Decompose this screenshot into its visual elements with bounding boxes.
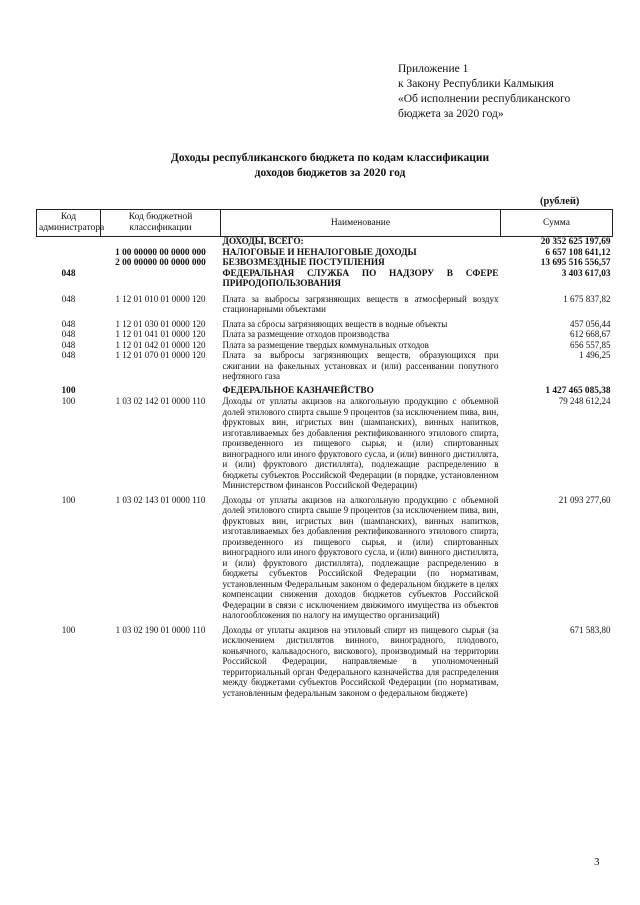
cell-name: Плата за выбросы загрязняющих веществ, образующихся при сжигании на факельных установках и (или) рассеивании попутного нефтяного газа [222, 350, 499, 381]
cell-sum: 671 583,80 [570, 624, 611, 635]
cell-code: 1 00 00000 00 0000 000 [115, 247, 206, 258]
table-header-row [37, 210, 613, 237]
cell-code: 1 12 01 070 01 0000 120 [115, 350, 206, 360]
unit-label: (рублей) [540, 196, 580, 207]
cell-name: Плата за размещение отходов производства [222, 329, 390, 339]
appendix-line: к Закону Республики Калмыкия [398, 78, 554, 90]
cell-admin [37, 248, 101, 259]
cell-sum: 21 093 277,60 [558, 494, 611, 505]
cell-name: Доходы от уплаты акцизов на алкогольную продукцию с объемной долей этилового спирта свыше 9 процентов (за исключением пива, вин, фруктовых вин, игристых вин (шампанских), винных напитков, изготавливаемых без добавления ректификованного этилового спирта, произведенного из пищевого сырья, и (или) спиртованных виноградного или иного фруктового сусла, и (или) винного дистиллята, и (или) фруктового дистиллята), подлежащие распределению в бюджеты субъектов Российской Федерации (по нормативам, установленным Федеральным законом о федеральном бюджете в целях компенсации снижения доходов бюджетов субъектов Российской Федерации в связи с исключением движимого имущества из объектов налогообложения по налогу на имущество организаций) [222, 494, 499, 620]
cell-code: 1 12 01 010 01 0000 120 [115, 293, 206, 304]
cell-code: 2 00 00000 00 0000 000 [115, 258, 206, 268]
cell-admin: 048 [61, 350, 76, 360]
table-row [37, 386, 613, 397]
table-row [37, 294, 613, 319]
cell-sum: 612 668,67 [570, 329, 611, 339]
cell-code: 1 12 01 042 01 0000 120 [115, 339, 206, 350]
table-row [37, 258, 613, 269]
table-row [37, 329, 613, 340]
header-admin: Код администратора [37, 210, 101, 237]
cell-code: 1 03 02 142 01 0000 110 [115, 396, 206, 406]
cell-sum: 457 056,44 [570, 318, 611, 329]
cell-code: 1 12 01 041 01 0000 120 [115, 329, 206, 339]
appendix-line: Приложение 1 [398, 63, 469, 75]
cell-admin: 048 [61, 339, 76, 350]
cell-code [101, 237, 221, 248]
cell-code: 1 03 02 143 01 0000 110 [115, 494, 206, 505]
table-row [37, 495, 613, 625]
cell-admin: 048 [61, 318, 76, 329]
table-row [37, 248, 613, 259]
table-row [37, 350, 613, 386]
table-row [37, 269, 613, 294]
cell-admin: 100 [61, 494, 76, 505]
cell-admin [37, 258, 101, 269]
cell-admin: 048 [61, 268, 76, 279]
document-title [120, 151, 540, 181]
cell-name: ФЕДЕРАЛЬНОЕ КАЗНАЧЕЙСТВО [222, 385, 374, 396]
cell-sum: 3 403 617,03 [561, 268, 611, 279]
table-row [37, 237, 613, 248]
cell-admin: 048 [61, 329, 76, 339]
cell-name: БЕЗВОЗМЕЗДНЫЕ ПОСТУПЛЕНИЯ [222, 258, 385, 268]
cell-sum: 1 675 837,82 [563, 293, 611, 304]
cell-code [101, 269, 221, 294]
cell-sum: 13 695 516 556,57 [540, 258, 611, 268]
revenue-table [36, 209, 613, 698]
cell-name: Плата за выбросы загрязняющих веществ в атмосферный воздух стационарными объектами [222, 293, 499, 314]
cell-admin: 048 [61, 293, 76, 304]
page-number: 3 [594, 856, 600, 868]
cell-sum: 6 657 108 641,12 [545, 247, 611, 258]
cell-code: 1 12 01 030 01 0000 120 [115, 318, 206, 329]
cell-name: Доходы от уплаты акцизов на алкогольную продукцию с объемной долей этилового спирта свыше 9 процентов (за исключением пива, вин, фруктовых вин, игристых вин (шампанских), винных напитков, изготавливаемых без добавления ректификованного этилового спирта, произведенного из пищевого сырья, и (или) спиртованных виноградного или иного фруктового сусла, и (или) винного дистиллята, и (или) фруктового дистиллята), подлежащие распределению в бюджеты субъектов Российской Федерации (в порядке, установленном Министерством финансов Российской Федерации) [222, 396, 499, 490]
cell-sum: 656 557,85 [570, 339, 611, 350]
cell-name: ФЕДЕРАЛЬНАЯ СЛУЖБА ПО НАДЗОРУ В СФЕРЕ ПРИРОДОПОЛЬЗОВАНИЯ [222, 268, 499, 289]
appendix-line: бюджета за 2020 год» [398, 108, 504, 120]
title-line: Доходы республиканского бюджета по кодам классификации [170, 152, 490, 164]
table-row [37, 340, 613, 351]
header-code: Код бюджетной классификации [101, 210, 221, 237]
cell-code [101, 386, 221, 397]
cell-sum: 1 427 465 085,38 [545, 385, 611, 396]
appendix-line: «Об исполнении республиканского [398, 93, 571, 105]
cell-admin [37, 237, 101, 248]
cell-name: Плата за размещение твердых коммунальных отходов [222, 339, 429, 350]
header-name: Наименование [221, 210, 501, 237]
cell-name: НАЛОГОВЫЕ И НЕНАЛОГОВЫЕ ДОХОДЫ [222, 247, 417, 258]
cell-name: Доходы от уплаты акцизов на этиловый спирт из пищевого сырья (за исключением дистиллятов винного, виноградного, плодового, коньячного, кальвадосного, вискового), производимый на территории Российской Федерации, направляемые в уполномоченный территориальный орган Федерального казначейства для распределения между бюджетами субъектов Российской Федерации (по нормативам, установленным федеральным законом о федеральном бюджете) [222, 624, 499, 698]
cell-code: 1 03 02 190 01 0000 110 [115, 624, 206, 635]
table-row [37, 396, 613, 495]
cell-sum: 79 248 612,24 [558, 396, 611, 406]
cell-name: ДОХОДЫ, ВСЕГО: [222, 237, 304, 247]
title-line: доходов бюджетов за 2020 год [254, 167, 406, 179]
cell-sum: 20 352 625 197,69 [540, 237, 611, 247]
appendix-header [398, 62, 628, 122]
cell-admin: 100 [61, 396, 76, 406]
table-row [37, 625, 613, 699]
header-sum: Сумма [501, 210, 613, 237]
cell-admin: 100 [61, 385, 76, 396]
cell-admin: 100 [61, 624, 76, 635]
cell-name: Плата за сбросы загрязняющих веществ в водные объекты [222, 318, 448, 329]
table-row [37, 319, 613, 330]
cell-sum: 1 496,25 [579, 350, 611, 360]
